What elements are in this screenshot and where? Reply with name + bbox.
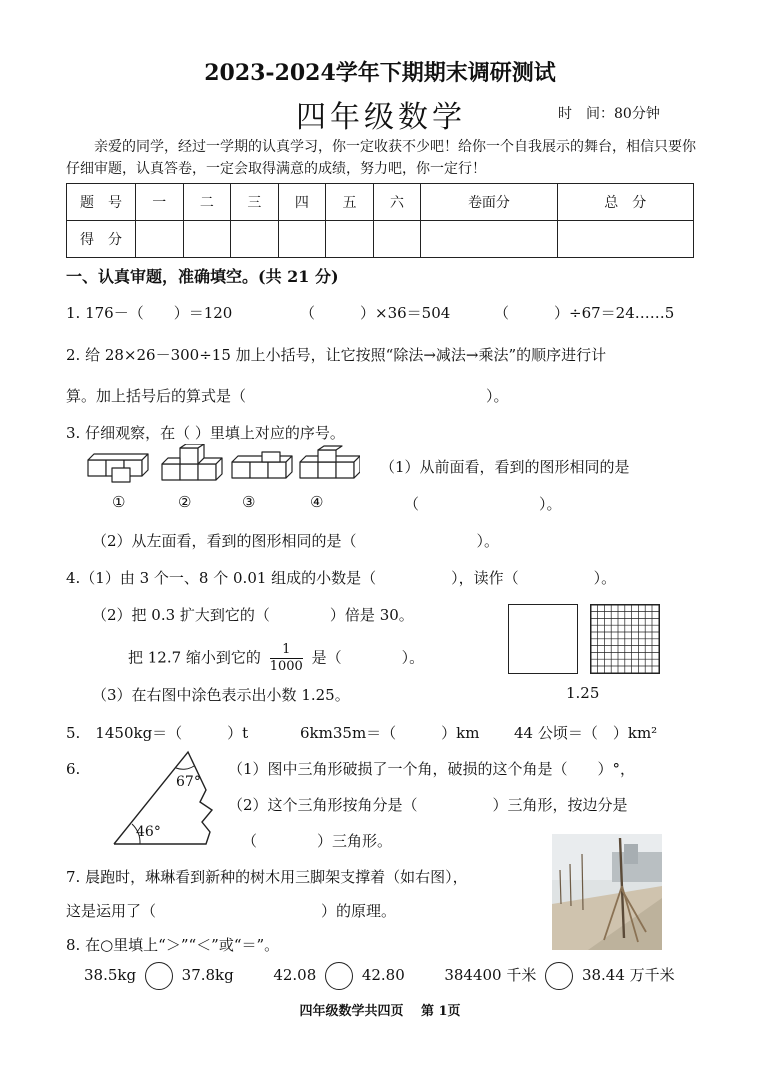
q7-line1: 7. 晨跑时，琳琳看到新种的树木用三脚架支撑着（如右图）， — [66, 868, 468, 886]
cube-figure-2 — [162, 444, 222, 480]
score-table — [66, 183, 694, 258]
cube-figure-3 — [232, 452, 292, 478]
compare-c-left: 384400 千米 — [444, 966, 537, 984]
q5-part-a: 5. 1450kg＝（ ）t — [66, 724, 249, 742]
compare-circle-b[interactable] — [325, 962, 353, 990]
unit-square — [508, 604, 578, 674]
q3-sub1-blank: （ ）。 — [404, 495, 562, 513]
q1-part-c: （ ）÷67＝24……5 — [494, 304, 675, 322]
compare-b-left: 42.08 — [273, 966, 317, 984]
score-cell[interactable] — [231, 221, 279, 258]
angle-label-top: 67° — [176, 774, 201, 790]
compare-a-left: 38.5kg — [84, 966, 137, 984]
cube-views-figure — [86, 444, 360, 486]
q3-sub2: （2）从左面看，看到的图形相同的是（ ）。 — [92, 532, 500, 550]
cube-label-1: ① — [112, 493, 126, 511]
q6-number: 6. — [66, 760, 81, 778]
cube-label-3: ③ — [242, 493, 256, 511]
score-cell[interactable] — [373, 221, 421, 258]
broken-triangle-figure — [110, 748, 220, 848]
angle-label-bottom: 46° — [136, 824, 161, 840]
hundred-grid[interactable] — [590, 604, 660, 674]
q2-line1: 2. 给 28×26－300÷15 加上小括号，让它按照“除法→减法→乘法”的顺序进行计 — [66, 346, 607, 364]
score-cell[interactable] — [326, 221, 374, 258]
intro-text: 亲爱的同学，经过一学期的认真学习，你一定收获不少吧！给你一个自我展示的舞台，相信只要你仔细审题，认真答卷，一定会取得满意的成绩，努力吧，你一定行！ — [66, 139, 696, 177]
section-title: 一、认真审题，准确填空。(共 21 分) — [66, 267, 339, 286]
fraction — [270, 642, 303, 675]
q5-part-c: 44 公顷＝（ ）km² — [514, 724, 658, 742]
cube-label-2: ② — [178, 493, 192, 511]
q1-part-a: 1. 176－（ ）＝120 — [66, 304, 233, 322]
score-cell[interactable] — [183, 221, 231, 258]
subject-title: 四年级数学 — [296, 100, 466, 135]
score-header-cell: 总 分 — [557, 184, 693, 221]
score-header-cell: 卷面分 — [421, 184, 557, 221]
q3-line1: 3. 仔细观察，在（ ）里填上对应的序号。 — [66, 424, 345, 442]
score-header-cell: 一 — [136, 184, 184, 221]
score-header-cell: 三 — [231, 184, 279, 221]
grid-figure-label: 1.25 — [566, 684, 600, 702]
compare-b-right: 42.80 — [361, 966, 405, 984]
q6-sub3: （ ）三角形。 — [242, 832, 393, 850]
exam-title: 2023-2024学年下期期末调研测试 — [204, 60, 556, 86]
compare-c-right: 38.44 万千米 — [581, 966, 675, 984]
q8-comparisons — [84, 962, 704, 990]
compare-a-right: 37.8kg — [181, 966, 234, 984]
cube-figure-1 — [88, 454, 148, 482]
q8-line1: 8. 在○里填上“＞”“＜”或“＝”。 — [66, 936, 280, 954]
q4-line1: 4.（1）由 3 个一、8 个 0.01 组成的小数是（ ），读作（ ）。 — [66, 569, 617, 587]
q7-line2: 这是运用了（ ）的原理。 — [66, 902, 397, 920]
score-cell[interactable] — [278, 221, 326, 258]
score-header-cell: 题 号 — [67, 184, 136, 221]
score-header-cell: 六 — [373, 184, 421, 221]
q3-sub1: （1）从前面看，看到的图形相同的是 — [380, 458, 630, 476]
q4-line3 — [128, 642, 424, 675]
cube-figure-4 — [300, 446, 360, 478]
score-table-score-row — [67, 221, 694, 258]
page-footer: 四年级数学共四页 第 1页 — [299, 1004, 461, 1019]
q4-line2: （2）把 0.3 扩大到它的（ ）倍是 30。 — [92, 606, 414, 624]
q2-line2: 算。加上括号后的算式是（ ）。 — [66, 387, 509, 405]
score-table-header-row — [67, 184, 694, 221]
q4-line4: （3）在右图中涂色表示出小数 1.25。 — [92, 686, 350, 704]
q5-part-b: 6km35m＝（ ）km — [300, 724, 480, 742]
score-header-cell: 四 — [278, 184, 326, 221]
score-cell[interactable] — [421, 221, 557, 258]
compare-circle-a[interactable] — [145, 962, 173, 990]
fraction-numerator: 1 — [270, 642, 303, 659]
score-header-cell: 二 — [183, 184, 231, 221]
score-header-cell: 五 — [326, 184, 374, 221]
compare-circle-c[interactable] — [545, 962, 573, 990]
q4-line3-end: 是（ ）。 — [311, 648, 425, 667]
q6-sub1: （1）图中三角形破损了一个角，破损的这个角是（ ）°， — [228, 760, 636, 778]
score-cell[interactable] — [136, 221, 184, 258]
score-row-label: 得 分 — [67, 221, 136, 258]
tree-tripod-photo — [552, 834, 662, 950]
fraction-denominator: 1000 — [269, 659, 303, 674]
q1-part-b: （ ）×36＝504 — [300, 304, 451, 322]
time-info: 时 间：80分钟 — [558, 106, 660, 122]
cube-label-4: ④ — [310, 493, 324, 511]
score-cell[interactable] — [557, 221, 693, 258]
q6-sub2: （2）这个三角形按角分是（ ）三角形，按边分是 — [228, 796, 628, 814]
q4-line3-start: 把 12.7 缩小到它的 — [128, 648, 261, 667]
